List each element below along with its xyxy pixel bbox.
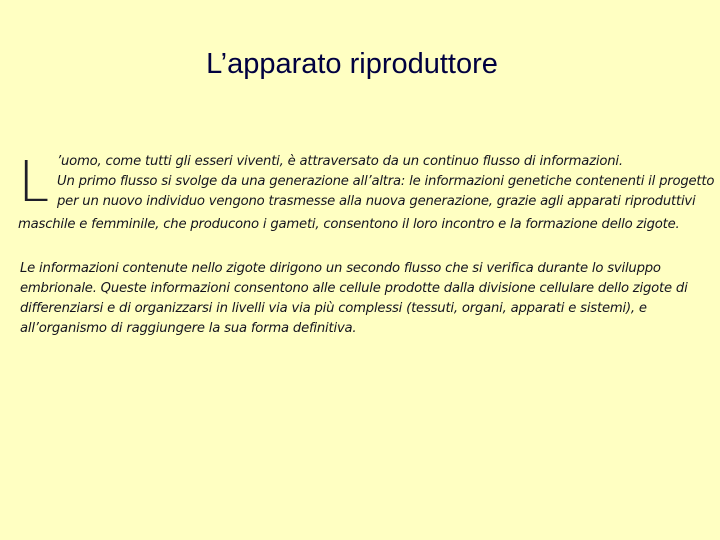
paragraph-line: Le informazioni contenute nello zigote dirigono un secondo flusso che si verifica durante lo sviluppo xyxy=(20,261,661,276)
paragraph-embryo xyxy=(20,259,710,339)
paragraph-line: maschile e femminile, che producono i gameti, consentono il loro incontro e la formazione dello zigote. xyxy=(18,217,680,232)
slide-title: L’apparato riproduttore xyxy=(206,48,498,80)
paragraph-line: all’organismo di raggiungere la sua forma definitiva. xyxy=(20,321,357,336)
paragraph-line: per un nuovo individuo vengono trasmesse alla nuova generazione, grazie agli apparati riproduttivi xyxy=(57,194,696,209)
paragraph-line: Un primo flusso si svolge da una generazione all’altra: le informazioni genetiche contenenti il progetto xyxy=(57,174,715,189)
paragraph-line: ’uomo, come tutti gli esseri viventi, è attraversato da un continuo flusso di informazioni. xyxy=(57,154,623,169)
paragraph-line: differenziarsi e di organizzarsi in livelli via via più complessi (tessuti, organi, apparati e sistemi), e xyxy=(20,301,647,316)
drop-cap-letter: L xyxy=(18,150,49,215)
paragraph-line: embrionale. Queste informazioni consentono alle cellule prodotte dalla divisione cellulare dello zigote di xyxy=(20,281,688,296)
paragraph-intro xyxy=(18,150,715,235)
